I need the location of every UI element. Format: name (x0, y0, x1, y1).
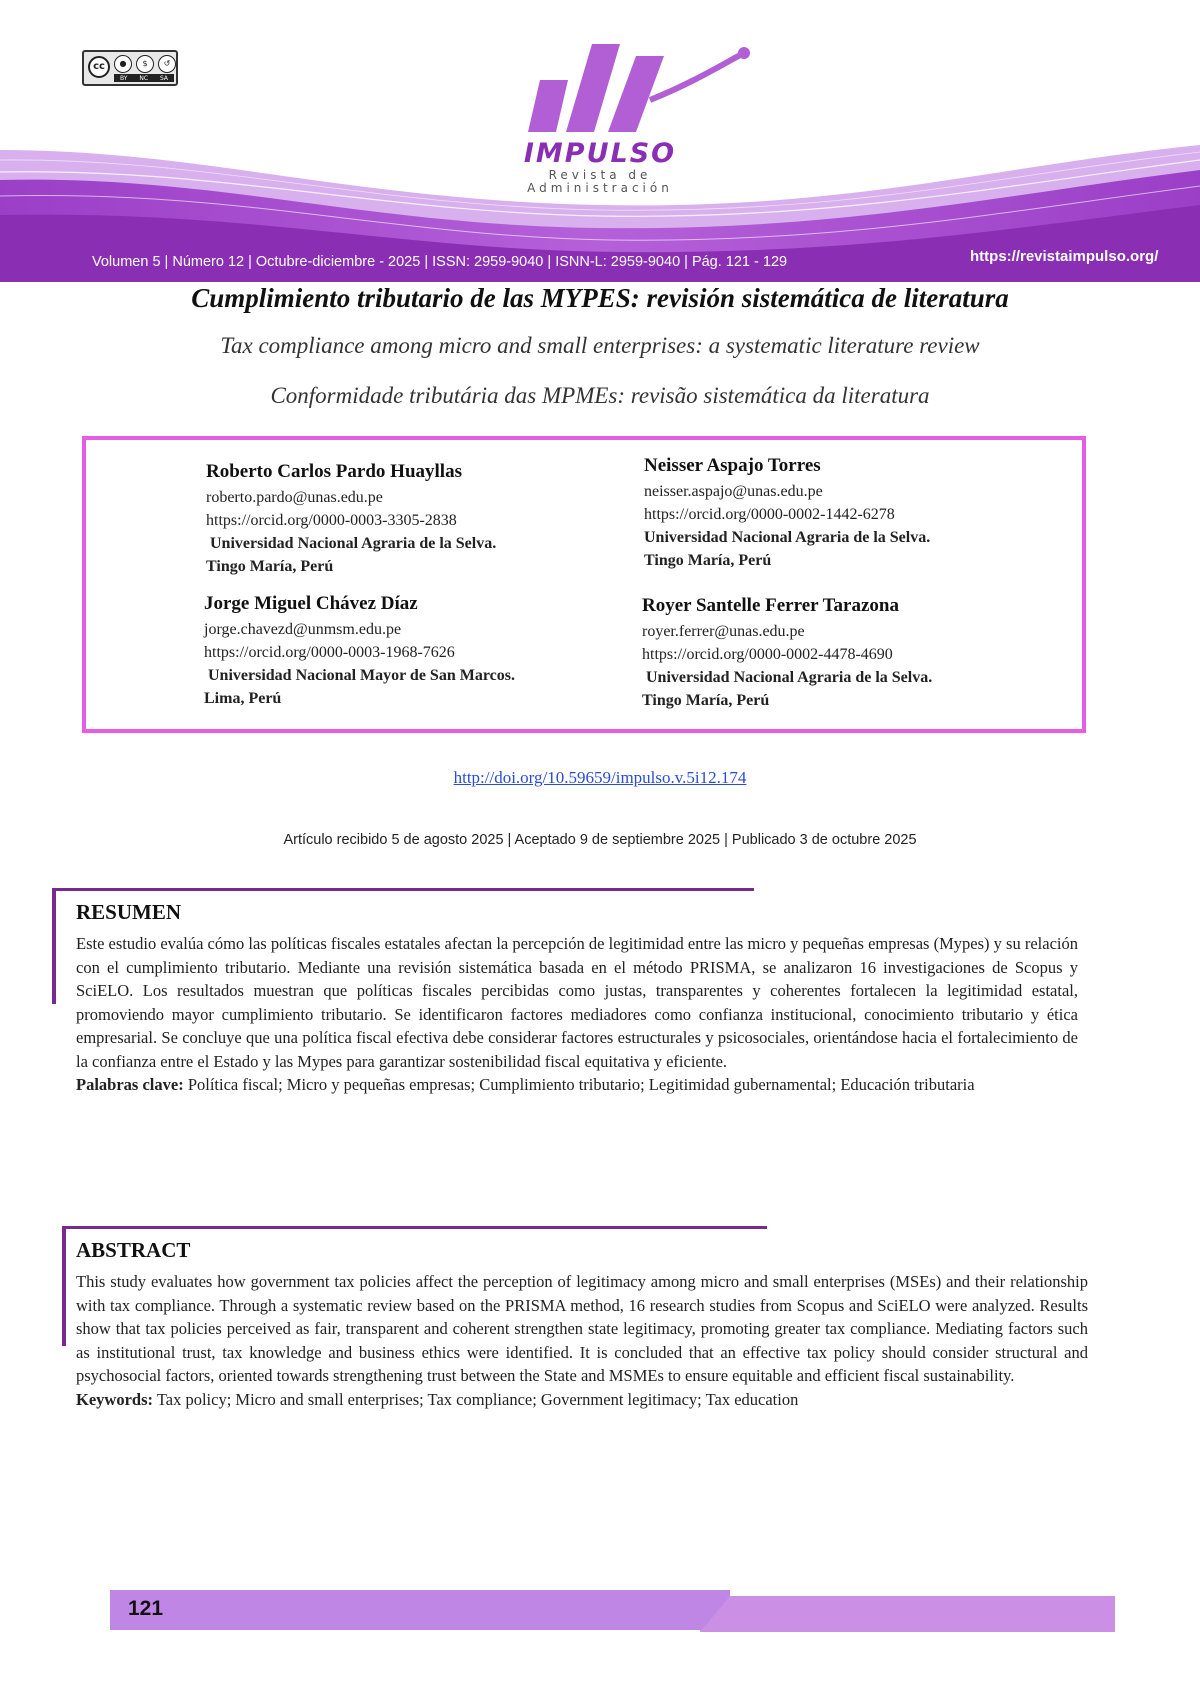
journal-website-link[interactable]: https://revistaimpulso.org/ (970, 248, 1159, 265)
issue-info: Volumen 5 | Número 12 | Octubre-diciembre - 2025 | ISSN: 2959-9040 | ISNN-L: 2959-9040 | Pág. 121 - 129 (92, 254, 788, 270)
article-title-spanish: Cumplimiento tributario de las MYPES: revisión sistemática de literatura (191, 283, 1009, 313)
article-dates: Artículo recibido 5 de agosto 2025 | Aceptado 9 de septiembre 2025 | Publicado 3 de octubre 2025 (283, 832, 917, 848)
author-card (644, 452, 930, 572)
author-email[interactable]: roberto.pardo@unas.edu.pe (206, 489, 383, 506)
abstract-body (76, 1270, 1088, 1411)
abstract-rule (62, 1226, 767, 1229)
brand-subtitle: Revista de (548, 168, 652, 182)
keywords-list: Política fiscal; Micro y pequeñas empresas; Cumplimiento tributario; Legitimidad gubernamental; Educación tributaria (183, 1075, 975, 1094)
page-number: 121 (128, 1597, 164, 1620)
creative-commons-badge[interactable] (82, 50, 178, 86)
resumen-rule (52, 888, 754, 891)
resumen-text: Este estudio evalúa cómo las políticas fiscales estatales afectan la percepción de legitimidad entre las micro y pequeñas empresas (Mypes) y su relación con el cumplimiento tributario. Mediante una revisión sistemática basada en el método PRISMA, se analizaron 16 investigaciones de Scopus y SciELO. Los resultados muestran que políticas fiscales percibidas como justas, transparentes y coherentes fortalecen la legitimidad estatal, promoviendo mayor cumplimiento tributario. Se identificaron factores mediadores como confianza institucional, conocimiento tributario y ética empresarial. Se concluye que una política fiscal efectiva debe considerar factores estructurales y psicosociales, orientándose hacia el fortalecimiento de la confianza entre el Estado y las Mypes para garantizar sostenibilidad fiscal equitativa y eficiente. (76, 934, 1078, 1071)
brand-name: IMPULSO (523, 138, 677, 169)
author-name: Royer Santelle Ferrer Tarazona (642, 595, 899, 616)
license-code: SA (159, 74, 169, 82)
author-affiliation: Universidad Nacional Agraria de la Selva. (644, 529, 931, 546)
abstract-heading: ABSTRACT (76, 1238, 191, 1262)
impulso-logo-icon (528, 44, 750, 132)
author-orcid-link[interactable]: https://orcid.org/0000-0003-3305-2838 (206, 512, 457, 529)
author-orcid-link[interactable]: https://orcid.org/0000-0002-1442-6278 (644, 506, 895, 523)
nc-icon: $ (136, 55, 154, 73)
author-affiliation: Universidad Nacional Mayor de San Marcos. (204, 667, 515, 684)
abstract-text: This study evaluates how government tax policies affect the perception of legitimacy among micro and small enterprises (MSEs) and their relationship with tax compliance. Through a systematic review based on the PRISMA method, 16 research studies from Scopus and SciELO were analyzed. Results show that tax policies perceived as fair, transparent and coherent strengthen state legitimacy, promoting greater tax compliance. Mediating factors such as institutional trust, tax knowledge and business ethics were identified. It is concluded that an effective tax policy should consider structural and psychosocial factors, oriented towards strengthening trust between the State and MSMEs to ensure equitable and efficient fiscal sustainability. (76, 1272, 1088, 1385)
resumen-side-rule (52, 888, 56, 1004)
resumen-heading: RESUMEN (76, 900, 182, 924)
article-title-english: Tax compliance among micro and small enterprises: a systematic literature review (220, 333, 980, 358)
author-email[interactable]: jorge.chavezd@unmsm.edu.pe (204, 621, 402, 638)
author-orcid-link[interactable]: https://orcid.org/0000-0003-1968-7626 (204, 644, 455, 661)
author-card (642, 592, 932, 712)
author-name: Neisser Aspajo Torres (644, 455, 821, 476)
author-email[interactable]: royer.ferrer@unas.edu.pe (642, 623, 805, 640)
brand-subtitle: Administración (527, 181, 673, 195)
author-orcid-link[interactable]: https://orcid.org/0000-0002-4478-4690 (642, 646, 893, 663)
author-affiliation: Universidad Nacional Agraria de la Selva. (642, 669, 933, 686)
author-location: Tingo María, Perú (644, 552, 772, 569)
author-card (206, 458, 496, 578)
abstract-side-rule (62, 1226, 66, 1346)
author-location: Tingo María, Perú (642, 692, 770, 709)
author-name: Roberto Carlos Pardo Huayllas (206, 461, 462, 482)
cc-icon: cc (88, 56, 110, 78)
author-email[interactable]: neisser.aspajo@unas.edu.pe (644, 483, 823, 500)
footer-bar (110, 1590, 730, 1630)
keywords-list: Tax policy; Micro and small enterprises; Tax compliance; Government legitimacy; Tax education (153, 1389, 799, 1409)
doi-link[interactable]: http://doi.org/10.59659/impulso.v.5i12.174 (453, 768, 747, 787)
authors-box (82, 436, 1086, 733)
license-code-bar (114, 74, 174, 82)
keywords-label: Palabras clave: (76, 1075, 184, 1094)
journal-header (0, 0, 1200, 282)
author-affiliation: Universidad Nacional Agraria de la Selva. (206, 535, 497, 552)
author-name: Jorge Miguel Chávez Díaz (204, 593, 418, 614)
resumen-body (76, 932, 1078, 1097)
footer-ribbon (700, 1590, 1120, 1632)
sa-icon: ↺ (158, 55, 176, 73)
author-location: Tingo María, Perú (206, 558, 334, 575)
author-location: Lima, Perú (204, 690, 282, 707)
license-code: BY (119, 74, 128, 82)
license-code: NC (139, 74, 149, 82)
article-title-portuguese: Conformidade tributária das MPMEs: revisão sistemática da literatura (270, 383, 930, 408)
keywords-label: Keywords: (76, 1389, 153, 1409)
author-card (204, 590, 515, 710)
by-icon: ● (114, 55, 132, 73)
